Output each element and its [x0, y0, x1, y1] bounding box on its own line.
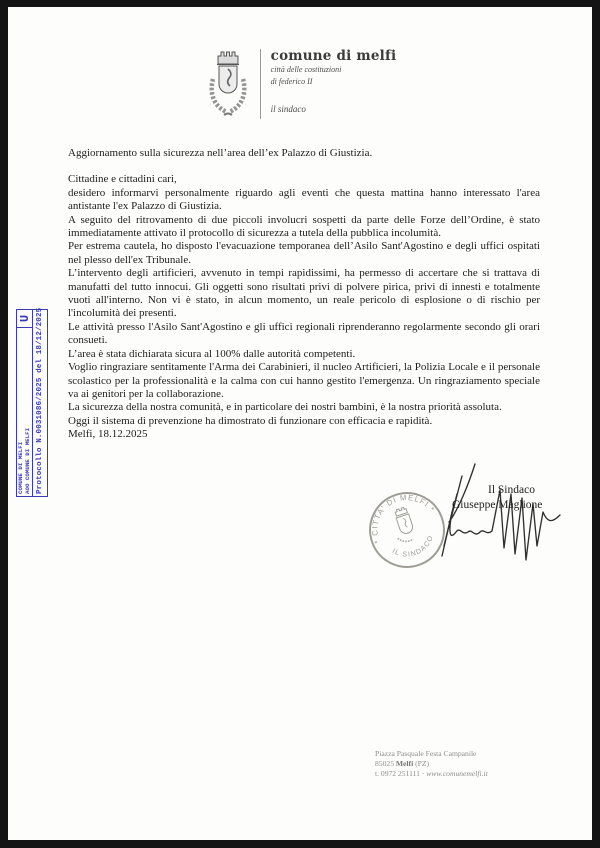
letter-salutation: Cittadine e cittadini cari,: [68, 173, 177, 186]
signature-name: Giuseppe Maglione: [452, 499, 543, 511]
municipality-subtitle-2: di federico II: [270, 76, 313, 86]
signature-scribble-icon: [378, 460, 570, 575]
svg-text:* CITTA' DI MELFI *: * CITTA' DI MELFI *: [370, 492, 437, 545]
footer-address-line2: [375, 759, 488, 769]
letter-dateline: Melfi, 18.12.2025: [68, 428, 148, 441]
svg-text:IL SINDACO: IL SINDACO: [390, 534, 436, 559]
letter-footer: [375, 749, 488, 780]
letter-paragraph: desidero informarvi personalmente riguardo agli eventi che questa mattina hanno interessato l'area antistante l'ex Palazzo di Giustizia.: [68, 186, 540, 213]
signature-role: Il Sindaco: [488, 484, 535, 496]
letter-paragraph: Per estrema cautela, ho disposto l'evacuazione temporanea dell’Asilo Sant'Agostino e degli uffici ospitati nel plesso dell'ex Tribunale.: [68, 240, 540, 266]
letter-paragraph: L’area è stata dichiarata sicura al 100% dalle autorità competenti.: [68, 347, 356, 360]
letter-paragraph: La sicurezza della nostra comunità, e in particolare dei nostri bambini, è la nostra priorità assoluta.: [68, 401, 502, 414]
letter-paragraph: L’intervento degli artificieri, avvenuto in tempi rapidissimi, ha permesso di accertare che si trattava di manufatti del tutto innocui. Gli oggetti sono risultati privi di polvere pirica, privi di innesti e totalmente vuoti all'interno. Non vi è stato, in alcun momento, un reale pericolo di esplosione o di rischio per l'incolumità dei presenti.: [68, 267, 540, 320]
letter-paragraph: Oggi il sistema di prevenzione ha dimostrato di funzionare con efficacia e rapidità.: [68, 414, 433, 427]
footer-contacts-line: [375, 769, 488, 779]
protocol-stamp: [16, 309, 48, 497]
footer-website: www.comunemelfi.it: [426, 769, 488, 779]
letter-body: [68, 147, 540, 442]
protocol-org-line2: AOO COMUNE DI MELFI: [24, 427, 31, 494]
office-label: il sindaco: [270, 104, 306, 114]
municipality-name: comune di melfi: [270, 48, 397, 64]
footer-separator: ·: [421, 769, 425, 779]
letter-paragraph: Voglio ringraziare sentitamente l'Arma dei Carabinieri, il nucleo Artificieri, la Polizia Locale e il personale scolastico per la professionalità e la calma con cui hanno gestito l'emergenza. Un ringraziamento speciale va ai genitori per la collaborazione.: [68, 361, 540, 400]
protocol-org-line1: COMUNE DI MELFI: [17, 441, 25, 494]
coat-of-arms-icon: [204, 49, 252, 119]
protocol-direction-badge: U: [17, 310, 32, 328]
footer-cap: 85025: [375, 759, 394, 769]
letter-paragraph: Le attività presso l'Asilo Sant'Agostino e gli uffici regionali riprenderanno regolarmente secondo gli orari consueti.: [68, 320, 540, 347]
municipality-subtitle-1: città delle costituzioni: [270, 65, 342, 74]
letter-paragraph: A seguito del ritrovamento di due piccoli involucri sospetti da parte delle Forze dell’Ordine, è stato immediatamente attivato il protocollo di sicurezza a tutela della pubblica incolumità.: [68, 213, 540, 240]
footer-province: (PZ): [415, 759, 430, 769]
letter-subject: Aggiornamento sulla sicurezza nell’area dell’ex Palazzo di Giustizia.: [68, 147, 373, 159]
protocol-number-line: Protocollo N.0031086/2025 del 18/12/2025: [36, 307, 44, 494]
footer-phone: t. 0972 251111: [375, 769, 420, 779]
footer-city: Melfi: [395, 759, 414, 769]
letterhead: [204, 49, 397, 119]
letter-page: [8, 7, 592, 840]
footer-address-line1: Piazza Pasquale Festa Campanile: [375, 749, 477, 758]
